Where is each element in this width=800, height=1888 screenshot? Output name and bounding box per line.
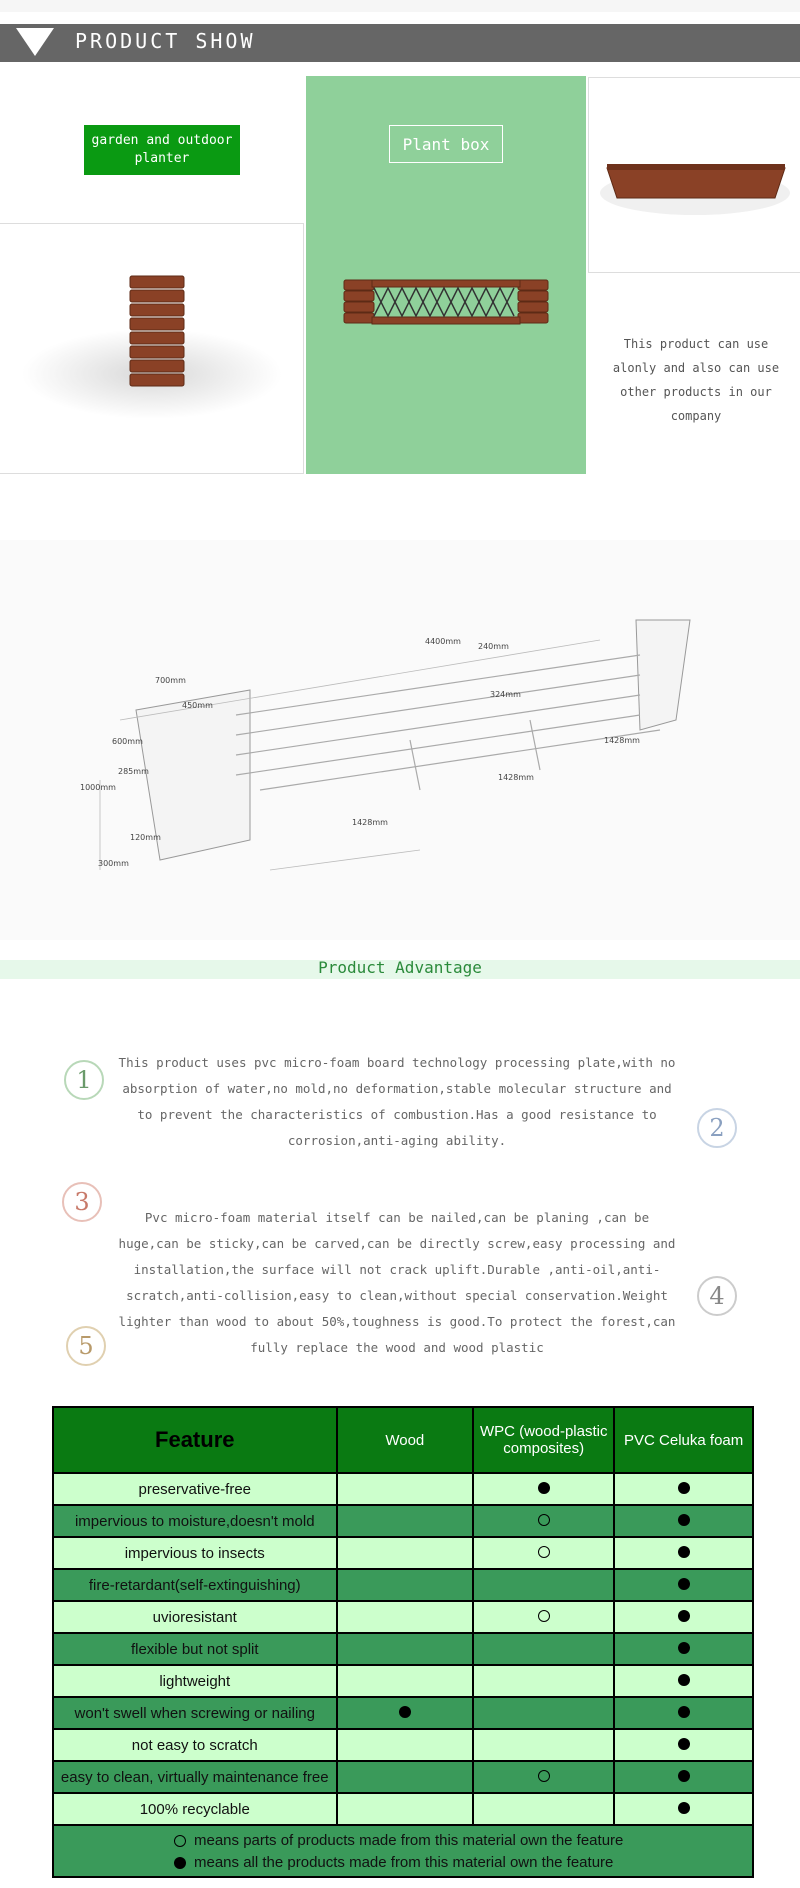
feature-cell: easy to clean, virtually maintenance free bbox=[53, 1761, 337, 1793]
number-badge-5: 5 bbox=[66, 1326, 106, 1366]
filled-circle-icon bbox=[678, 1770, 690, 1782]
pvc-cell bbox=[614, 1569, 753, 1601]
dimension-label: 1428mm bbox=[498, 773, 534, 782]
table-row bbox=[53, 1665, 753, 1697]
feature-cell: fire-retardant(self-extinguishing) bbox=[53, 1569, 337, 1601]
table-row bbox=[53, 1761, 753, 1793]
feature-cell: flexible but not split bbox=[53, 1633, 337, 1665]
pvc-cell bbox=[614, 1633, 753, 1665]
partial-circle-icon bbox=[538, 1770, 550, 1782]
number-badge-1: 1 bbox=[64, 1060, 104, 1100]
filled-circle-icon bbox=[538, 1482, 550, 1494]
table-row bbox=[53, 1793, 753, 1825]
planter-dimension-diagram bbox=[0, 540, 800, 940]
dimension-label: 450mm bbox=[182, 701, 213, 710]
pvc-cell bbox=[614, 1793, 753, 1825]
feature-cell: won't swell when screwing or nailing bbox=[53, 1697, 337, 1729]
wpc-cell bbox=[473, 1697, 614, 1729]
filled-circle-icon bbox=[678, 1642, 690, 1654]
wpc-cell bbox=[473, 1569, 614, 1601]
wood-cell bbox=[337, 1473, 474, 1505]
wood-cell bbox=[337, 1697, 474, 1729]
filled-circle-icon bbox=[399, 1706, 411, 1718]
dimension-label: 1000mm bbox=[80, 783, 116, 792]
wpc-cell bbox=[473, 1761, 614, 1793]
wpc-cell bbox=[473, 1505, 614, 1537]
filled-circle-icon bbox=[174, 1857, 186, 1869]
partial-circle-icon bbox=[538, 1546, 550, 1558]
pvc-cell bbox=[614, 1761, 753, 1793]
header-wpc: WPC (wood-plastic composites) bbox=[473, 1407, 614, 1473]
filled-circle-icon bbox=[678, 1482, 690, 1494]
dimension-label: 4400mm bbox=[425, 637, 461, 646]
table-legend bbox=[52, 1826, 754, 1878]
filled-circle-icon bbox=[678, 1706, 690, 1718]
partial-circle-icon bbox=[538, 1514, 550, 1526]
number-badge-3: 3 bbox=[62, 1182, 102, 1222]
pvc-cell bbox=[614, 1537, 753, 1569]
wpc-cell bbox=[473, 1537, 614, 1569]
pvc-cell bbox=[614, 1697, 753, 1729]
legend-full-text: means all the products made from this material own the feature bbox=[194, 1854, 614, 1871]
partial-circle-icon bbox=[538, 1610, 550, 1622]
wood-cell bbox=[337, 1729, 474, 1761]
feature-cell: impervious to moisture,doesn't mold bbox=[53, 1505, 337, 1537]
table-row bbox=[53, 1697, 753, 1729]
dimension-label: 285mm bbox=[118, 767, 149, 776]
header-feature: Feature bbox=[53, 1407, 337, 1473]
wood-cell bbox=[337, 1569, 474, 1601]
table-row bbox=[53, 1633, 753, 1665]
table-row bbox=[53, 1729, 753, 1761]
pvc-cell bbox=[614, 1665, 753, 1697]
section-title: PRODUCT SHOW bbox=[75, 29, 256, 53]
header-wood: Wood bbox=[337, 1407, 474, 1473]
advantage-paragraph-1: This product uses pvc micro-foam board technology processing plate,with no absorption of water,no mold,no deformation,stable molecular structure and to prevent the characteristics of combustion.Has a good resistance to corrosion,anti-aging ability. bbox=[118, 1055, 676, 1148]
advantage-title: Product Advantage bbox=[318, 958, 482, 977]
wpc-cell bbox=[473, 1633, 614, 1665]
table-row bbox=[53, 1601, 753, 1633]
wood-cell bbox=[337, 1665, 474, 1697]
pvc-cell bbox=[614, 1729, 753, 1761]
pvc-cell bbox=[614, 1473, 753, 1505]
wpc-cell bbox=[473, 1665, 614, 1697]
advantage-paragraph-2: Pvc micro-foam material itself can be nailed,can be planing ,can be huge,can be sticky,can be carved,can be directly screw,easy processing and installation,the surface will not crack uplift.Durable ,anti-oil,anti-scratch,anti-collision,easy to clean,without special conservation.Weight lighter than wood to about 50%,toughness is good.To protect the forest,can fully replace the wood and wood plastic bbox=[118, 1210, 676, 1355]
legend-part-text: means parts of products made from this material own the feature bbox=[194, 1832, 624, 1849]
top-strip bbox=[0, 0, 800, 12]
wpc-cell bbox=[473, 1793, 614, 1825]
wood-cell bbox=[337, 1505, 474, 1537]
filled-circle-icon bbox=[678, 1674, 690, 1686]
dimension-label: 300mm bbox=[98, 859, 129, 868]
dimension-label: 1428mm bbox=[352, 818, 388, 827]
garden-planter-label: garden and outdoor planter bbox=[84, 125, 240, 175]
dimension-label: 120mm bbox=[130, 833, 161, 842]
pvc-cell bbox=[614, 1505, 753, 1537]
table-row bbox=[53, 1569, 753, 1601]
filled-circle-icon bbox=[678, 1514, 690, 1526]
number-badge-2: 2 bbox=[697, 1108, 737, 1148]
wpc-cell bbox=[473, 1729, 614, 1761]
table-row bbox=[53, 1505, 753, 1537]
feature-cell: lightweight bbox=[53, 1665, 337, 1697]
number-badge-4: 4 bbox=[697, 1276, 737, 1316]
product-description: This product can use alonly and also can use other products in our company bbox=[612, 337, 780, 423]
wpc-cell bbox=[473, 1473, 614, 1505]
wood-cell bbox=[337, 1601, 474, 1633]
wpc-cell bbox=[473, 1601, 614, 1633]
wood-cell bbox=[337, 1633, 474, 1665]
dimension-label: 1428mm bbox=[604, 736, 640, 745]
dimension-label: 324mm bbox=[490, 690, 521, 699]
filled-circle-icon bbox=[678, 1802, 690, 1814]
wood-cell bbox=[337, 1537, 474, 1569]
feature-cell: preservative-free bbox=[53, 1473, 337, 1505]
filled-circle-icon bbox=[678, 1546, 690, 1558]
product-image-tall-planter bbox=[0, 223, 304, 474]
triangle-icon bbox=[16, 28, 54, 56]
dimension-label: 600mm bbox=[112, 737, 143, 746]
wood-cell bbox=[337, 1761, 474, 1793]
feature-cell: impervious to insects bbox=[53, 1537, 337, 1569]
partial-circle-icon bbox=[174, 1835, 186, 1847]
product-image-long-planter bbox=[588, 77, 800, 273]
dimension-label: 240mm bbox=[478, 642, 509, 651]
wood-cell bbox=[337, 1793, 474, 1825]
filled-circle-icon bbox=[678, 1738, 690, 1750]
header-pvc: PVC Celuka foam bbox=[614, 1407, 753, 1473]
feature-cell: 100% recyclable bbox=[53, 1793, 337, 1825]
plant-box-label: Plant box bbox=[389, 125, 503, 163]
filled-circle-icon bbox=[678, 1578, 690, 1590]
filled-circle-icon bbox=[678, 1610, 690, 1622]
feature-comparison-table bbox=[52, 1406, 754, 1826]
table-row bbox=[53, 1473, 753, 1505]
dimension-label: 700mm bbox=[155, 676, 186, 685]
feature-cell: uvioresistant bbox=[53, 1601, 337, 1633]
feature-cell: not easy to scratch bbox=[53, 1729, 337, 1761]
table-row bbox=[53, 1537, 753, 1569]
pvc-cell bbox=[614, 1601, 753, 1633]
